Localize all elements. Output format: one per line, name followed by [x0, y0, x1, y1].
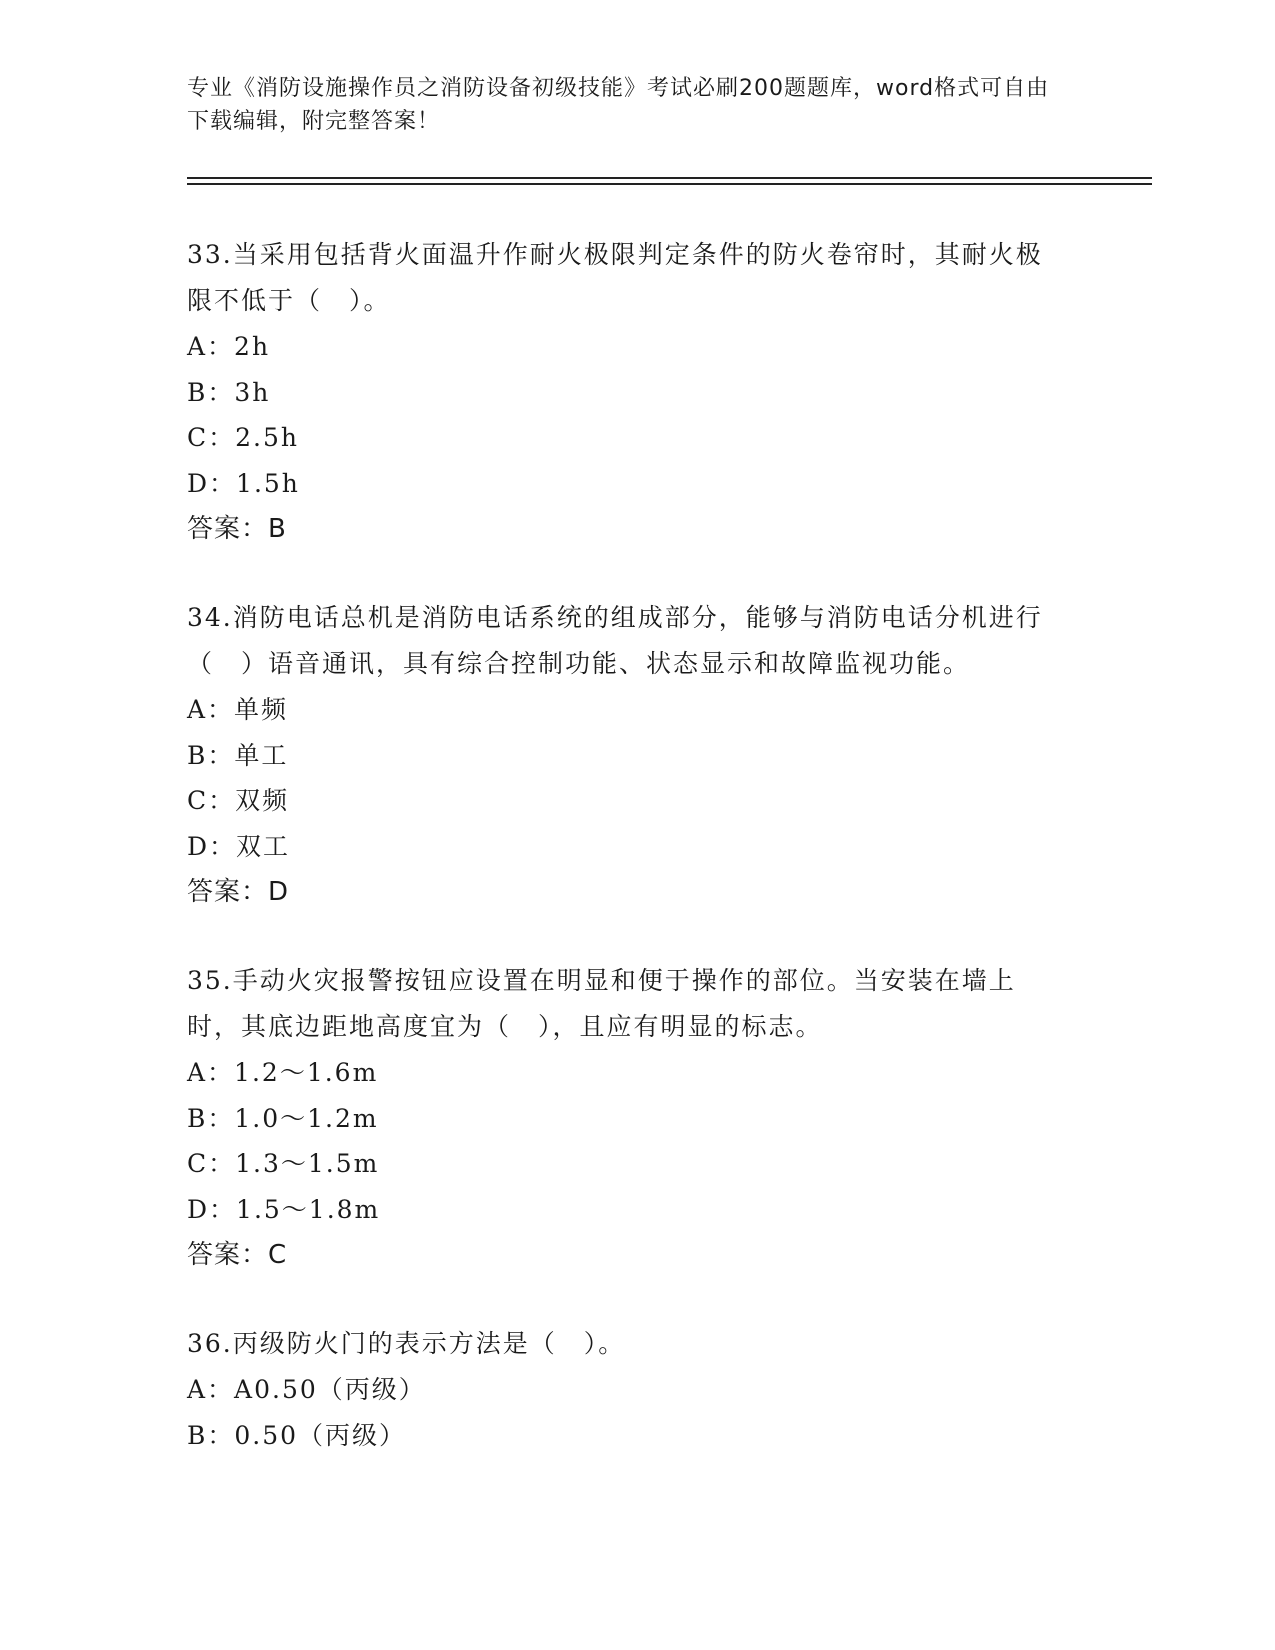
option-d: D：1.5～1.8m	[187, 1194, 381, 1224]
option-b: B：单工	[187, 740, 289, 770]
option-c: C：双频	[187, 786, 290, 815]
question-36	[187, 1321, 1067, 1458]
option-a: A：1.2～1.6m	[187, 1058, 379, 1087]
option-b: B：1.0～1.2m	[187, 1103, 379, 1133]
header-divider-bottom	[187, 183, 1152, 185]
question-text: 34.消防电话总机是消防电话系统的组成部分，能够与消防电话分机进行（ ）语音通讯，具有综合控制功能、状态显示和故障监视功能。	[187, 603, 1043, 678]
option-b: B：3h	[187, 377, 271, 407]
question-33	[187, 232, 1067, 552]
option-a: A：A0.50（丙级）	[187, 1375, 426, 1404]
option-a: A：2h	[187, 332, 271, 361]
option-b: B：0.50（丙级）	[187, 1420, 407, 1450]
question-35	[187, 958, 1067, 1278]
question-text: 35.手动火灾报警按钮应设置在明显和便于操作的部位。当安装在墙上时，其底边距地高度宜为（ ），且应有明显的标志。	[187, 966, 1016, 1041]
option-d: D：双工	[187, 831, 291, 861]
option-d: D：1.5h	[187, 468, 300, 498]
header-divider-top	[187, 177, 1152, 179]
document-header: 专业《消防设施操作员之消防设备初级技能》考试必刷200题题库，word格式可自由下载编辑，附完整答案！	[187, 76, 1050, 134]
option-c: C：2.5h	[187, 423, 299, 452]
option-c: C：1.3～1.5m	[187, 1149, 380, 1178]
answer: 答案：C	[187, 1240, 288, 1270]
question-text: 33.当采用包括背火面温升作耐火极限判定条件的防火卷帘时，其耐火极限不低于（ ）。	[187, 240, 1043, 315]
answer: 答案：D	[187, 877, 290, 907]
answer: 答案：B	[187, 514, 287, 544]
question-text: 36.丙级防火门的表示方法是（ ）。	[187, 1329, 626, 1358]
option-a: A：单频	[187, 695, 289, 724]
question-34	[187, 595, 1067, 915]
